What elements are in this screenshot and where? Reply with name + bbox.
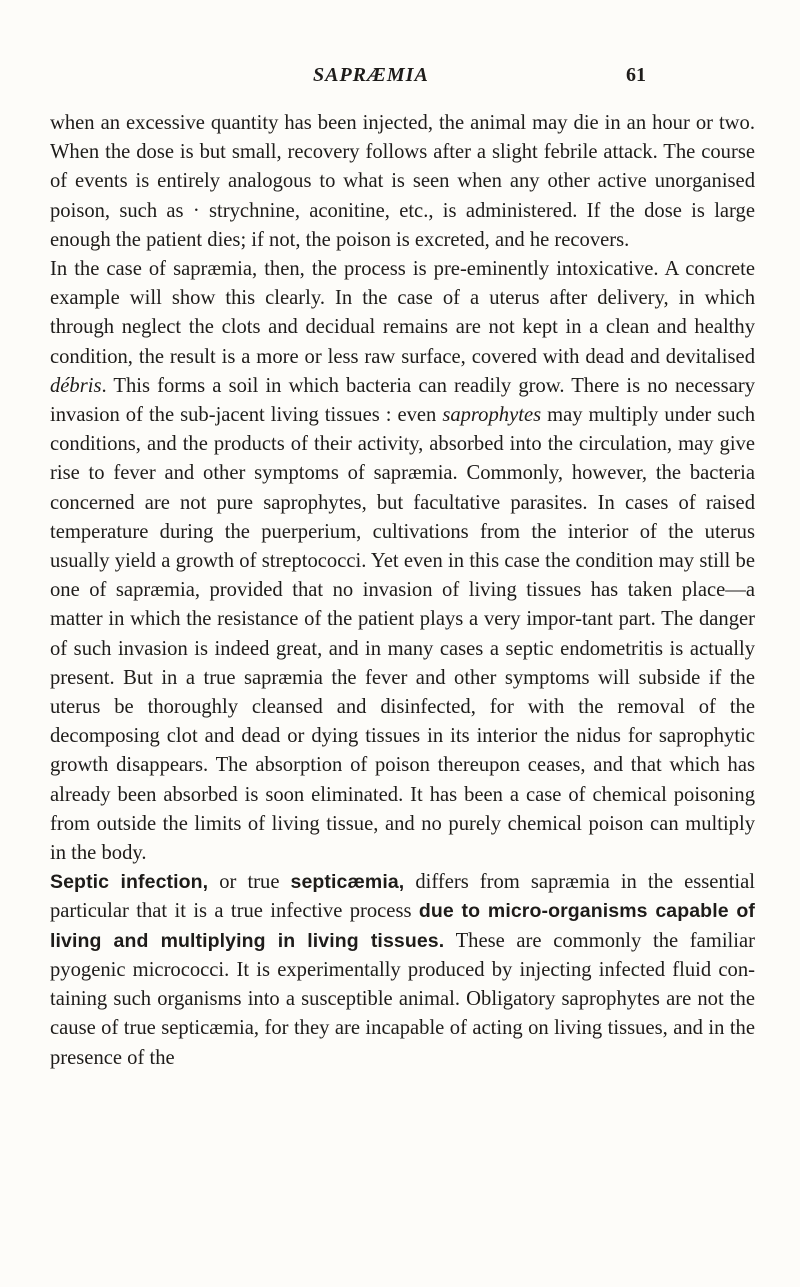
paragraph-3 xyxy=(50,868,755,1072)
running-title: SAPRÆMIA xyxy=(313,64,429,86)
body-text xyxy=(50,109,755,1073)
term-septicaemia: septicæmia, xyxy=(290,871,405,894)
paragraph-3-text-c: These are commonly the familiar pyogenic micrococci. It is experimentally produced by injecting infected fluid con-taining such organisms into a susceptible animal. Obligatory saprophytes are not the cause of true septicæmia, for they are incapable of acting on living tissues, and in the presence of the xyxy=(50,929,755,1069)
paragraph-2-text-c: may multiply under such conditions, and the products of their activity, absorbed into the circulation, may give rise to fever and other symptoms of sapræmia. Commonly, however, the bacteria concerned are not pure saprophytes, but facultative parasites. In cases of raised temperature during the puerperium, cultivations from the interior of the uterus usually yield a growth of streptococci. Yet even in this case the condition may still be one of sapræmia, provided that no invasion of living tissues has taken place—a matter in which the resistance of the patient plays a very impor-tant part. The danger of such invasion is indeed great, and in many cases a septic endometritis is actually present. But in a true sapræmia the fever and other symptoms will subside if the uterus be thoroughly cleansed and disinfected, for with the removal of the decomposing clot and dead or dying tissues in its interior the nidus for saprophytic growth disappears. The absorption of poison thereupon ceases, and that which has already been absorbed is soon eliminated. It has been a case of chemical poisoning from outside the limits of living tissue, and no purely chemical poison can multiply in the body. xyxy=(50,404,755,865)
italic-debris: débris xyxy=(50,374,102,397)
italic-saprophytes: saprophytes xyxy=(442,404,542,427)
paragraph-2-text-b: . This forms a soil in which bacteria can readily grow. There is no necessary invasion of the sub-jacent living tissues : even xyxy=(50,374,755,427)
definition-emphasis: due to micro-organisms capable of living and multiplying in living tissues. xyxy=(50,900,755,952)
paragraph-2-text-a: In the case of sapræmia, then, the process is pre-eminently intoxicative. A concrete example will show this clearly. In the case of a uterus after delivery, in which through neglect the clots and decidual remains are not kept in a clean and healthy condition, the result is a more or less raw surface, covered with dead and devitalised xyxy=(50,258,755,368)
running-header xyxy=(0,64,800,94)
term-septic-infection: Septic infection, xyxy=(50,871,209,894)
paragraph-1 xyxy=(50,109,755,255)
paragraph-3-text-b: differs from sapræmia in the essential particular that it is a true infective process xyxy=(50,871,755,923)
paragraph-1-text: when an excessive quantity has been injected, the animal may die in an hour or two. When the dose is but small, recovery follows after a slight febrile attack. The course of events is entirely analogous to what is seen when any other active unorganised poison, such as · strychnine, aconitine, etc., is administered. If the dose is large enough the patient dies; if not, the poison is excreted, and he recovers. xyxy=(50,112,755,251)
page-number: 61 xyxy=(626,64,646,86)
paragraph-3-text-a: or true xyxy=(208,871,291,894)
paragraph-2 xyxy=(50,255,755,868)
